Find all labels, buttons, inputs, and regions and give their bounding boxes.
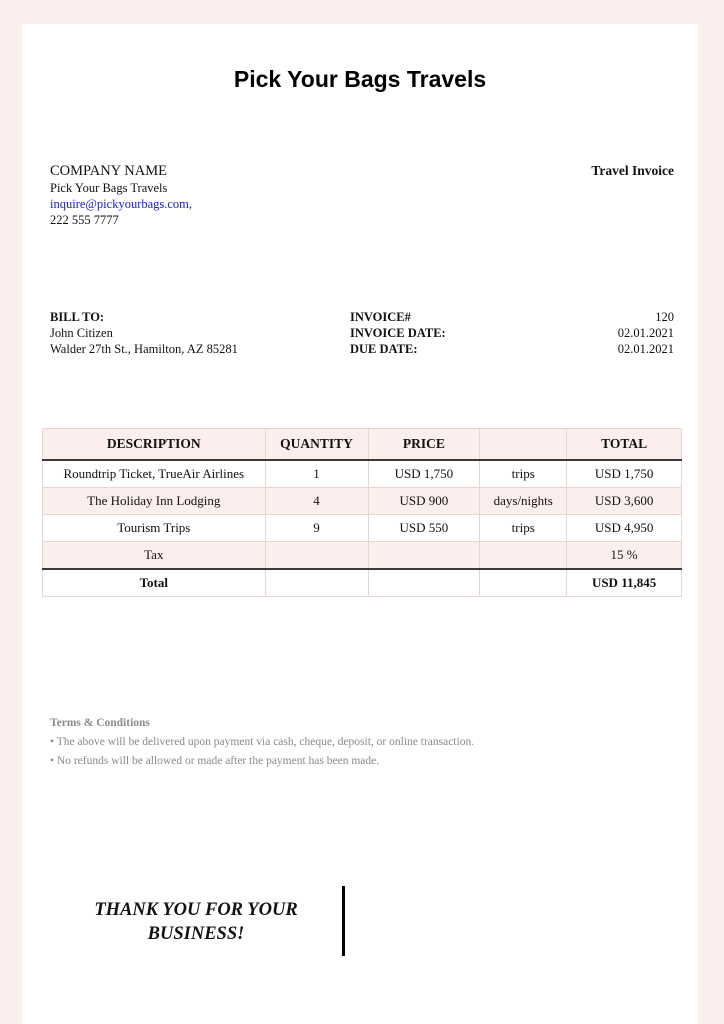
company-name: Pick Your Bags Travels bbox=[50, 181, 168, 195]
item-price: USD 900 bbox=[368, 488, 480, 515]
invoice-meta-labels bbox=[350, 309, 446, 357]
item-unit: trips bbox=[480, 515, 567, 542]
invoice-number: 120 bbox=[655, 310, 674, 324]
empty-cell bbox=[480, 569, 567, 597]
column-header: PRICE bbox=[368, 429, 480, 461]
total-value: USD 11,845 bbox=[567, 569, 682, 597]
item-description: Roundtrip Ticket, TrueAir Airlines bbox=[43, 460, 266, 488]
item-price: USD 550 bbox=[368, 515, 480, 542]
company-label: COMPANY NAME bbox=[50, 163, 167, 179]
table-row bbox=[43, 515, 682, 542]
total-row bbox=[43, 569, 682, 597]
item-description: Tourism Trips bbox=[43, 515, 266, 542]
terms-title: Terms & Conditions bbox=[50, 717, 150, 729]
empty-cell bbox=[265, 569, 368, 597]
invoice-type: Travel Invoice bbox=[591, 163, 674, 178]
bill-to-address: Walder 27th St., Hamilton, AZ 85281 bbox=[50, 342, 238, 356]
tax-row bbox=[43, 542, 682, 570]
due-date: 02.01.2021 bbox=[617, 342, 674, 356]
table-header-row bbox=[43, 429, 682, 461]
terms-item: • No refunds will be allowed or made after the payment has been made. bbox=[50, 755, 380, 767]
empty-cell bbox=[480, 542, 567, 570]
total-label: Total bbox=[43, 569, 266, 597]
invoice-number-label: INVOICE# bbox=[350, 310, 411, 324]
item-quantity: 9 bbox=[265, 515, 368, 542]
bill-to-label: BILL TO: bbox=[50, 310, 105, 324]
empty-cell bbox=[368, 569, 480, 597]
item-unit: days/nights bbox=[480, 488, 567, 515]
column-header: QUANTITY bbox=[265, 429, 368, 461]
company-info bbox=[50, 162, 192, 228]
vertical-divider bbox=[342, 886, 345, 956]
item-total: USD 3,600 bbox=[567, 488, 682, 515]
page-title: Pick Your Bags Travels bbox=[233, 66, 487, 92]
table-row bbox=[43, 488, 682, 515]
company-phone: 222 555 7777 bbox=[50, 213, 119, 227]
item-quantity: 1 bbox=[265, 460, 368, 488]
column-header: TOTAL bbox=[567, 429, 682, 461]
column-header: DESCRIPTION bbox=[43, 429, 266, 461]
invoice-date-label: INVOICE DATE: bbox=[350, 326, 446, 340]
item-description: The Holiday Inn Lodging bbox=[43, 488, 266, 515]
invoice-meta-values bbox=[618, 309, 674, 357]
terms-item: • The above will be delivered upon payment via cash, cheque, deposit, or online transaction. bbox=[50, 736, 475, 748]
table-row bbox=[43, 460, 682, 488]
bill-to-block bbox=[50, 309, 238, 357]
thank-you-line: BUSINESS! bbox=[147, 924, 245, 944]
company-email-link[interactable]: inquire@pickyourbags.com, bbox=[50, 197, 193, 211]
item-total: USD 1,750 bbox=[567, 460, 682, 488]
item-total: USD 4,950 bbox=[567, 515, 682, 542]
tax-value: 15 % bbox=[567, 542, 682, 570]
due-date-label: DUE DATE: bbox=[350, 342, 418, 356]
item-price: USD 1,750 bbox=[368, 460, 480, 488]
column-header bbox=[480, 429, 567, 461]
tax-label: Tax bbox=[43, 542, 266, 570]
terms-block bbox=[50, 714, 474, 771]
empty-cell bbox=[265, 542, 368, 570]
item-unit: trips bbox=[480, 460, 567, 488]
empty-cell bbox=[368, 542, 480, 570]
thank-you-line: THANK YOU FOR YOUR bbox=[94, 900, 298, 920]
item-quantity: 4 bbox=[265, 488, 368, 515]
bill-to-name: John Citizen bbox=[50, 326, 113, 340]
thank-you-message bbox=[76, 898, 316, 946]
invoice-date: 02.01.2021 bbox=[617, 326, 674, 340]
invoice-page bbox=[22, 24, 698, 1024]
line-items-table bbox=[42, 428, 682, 597]
